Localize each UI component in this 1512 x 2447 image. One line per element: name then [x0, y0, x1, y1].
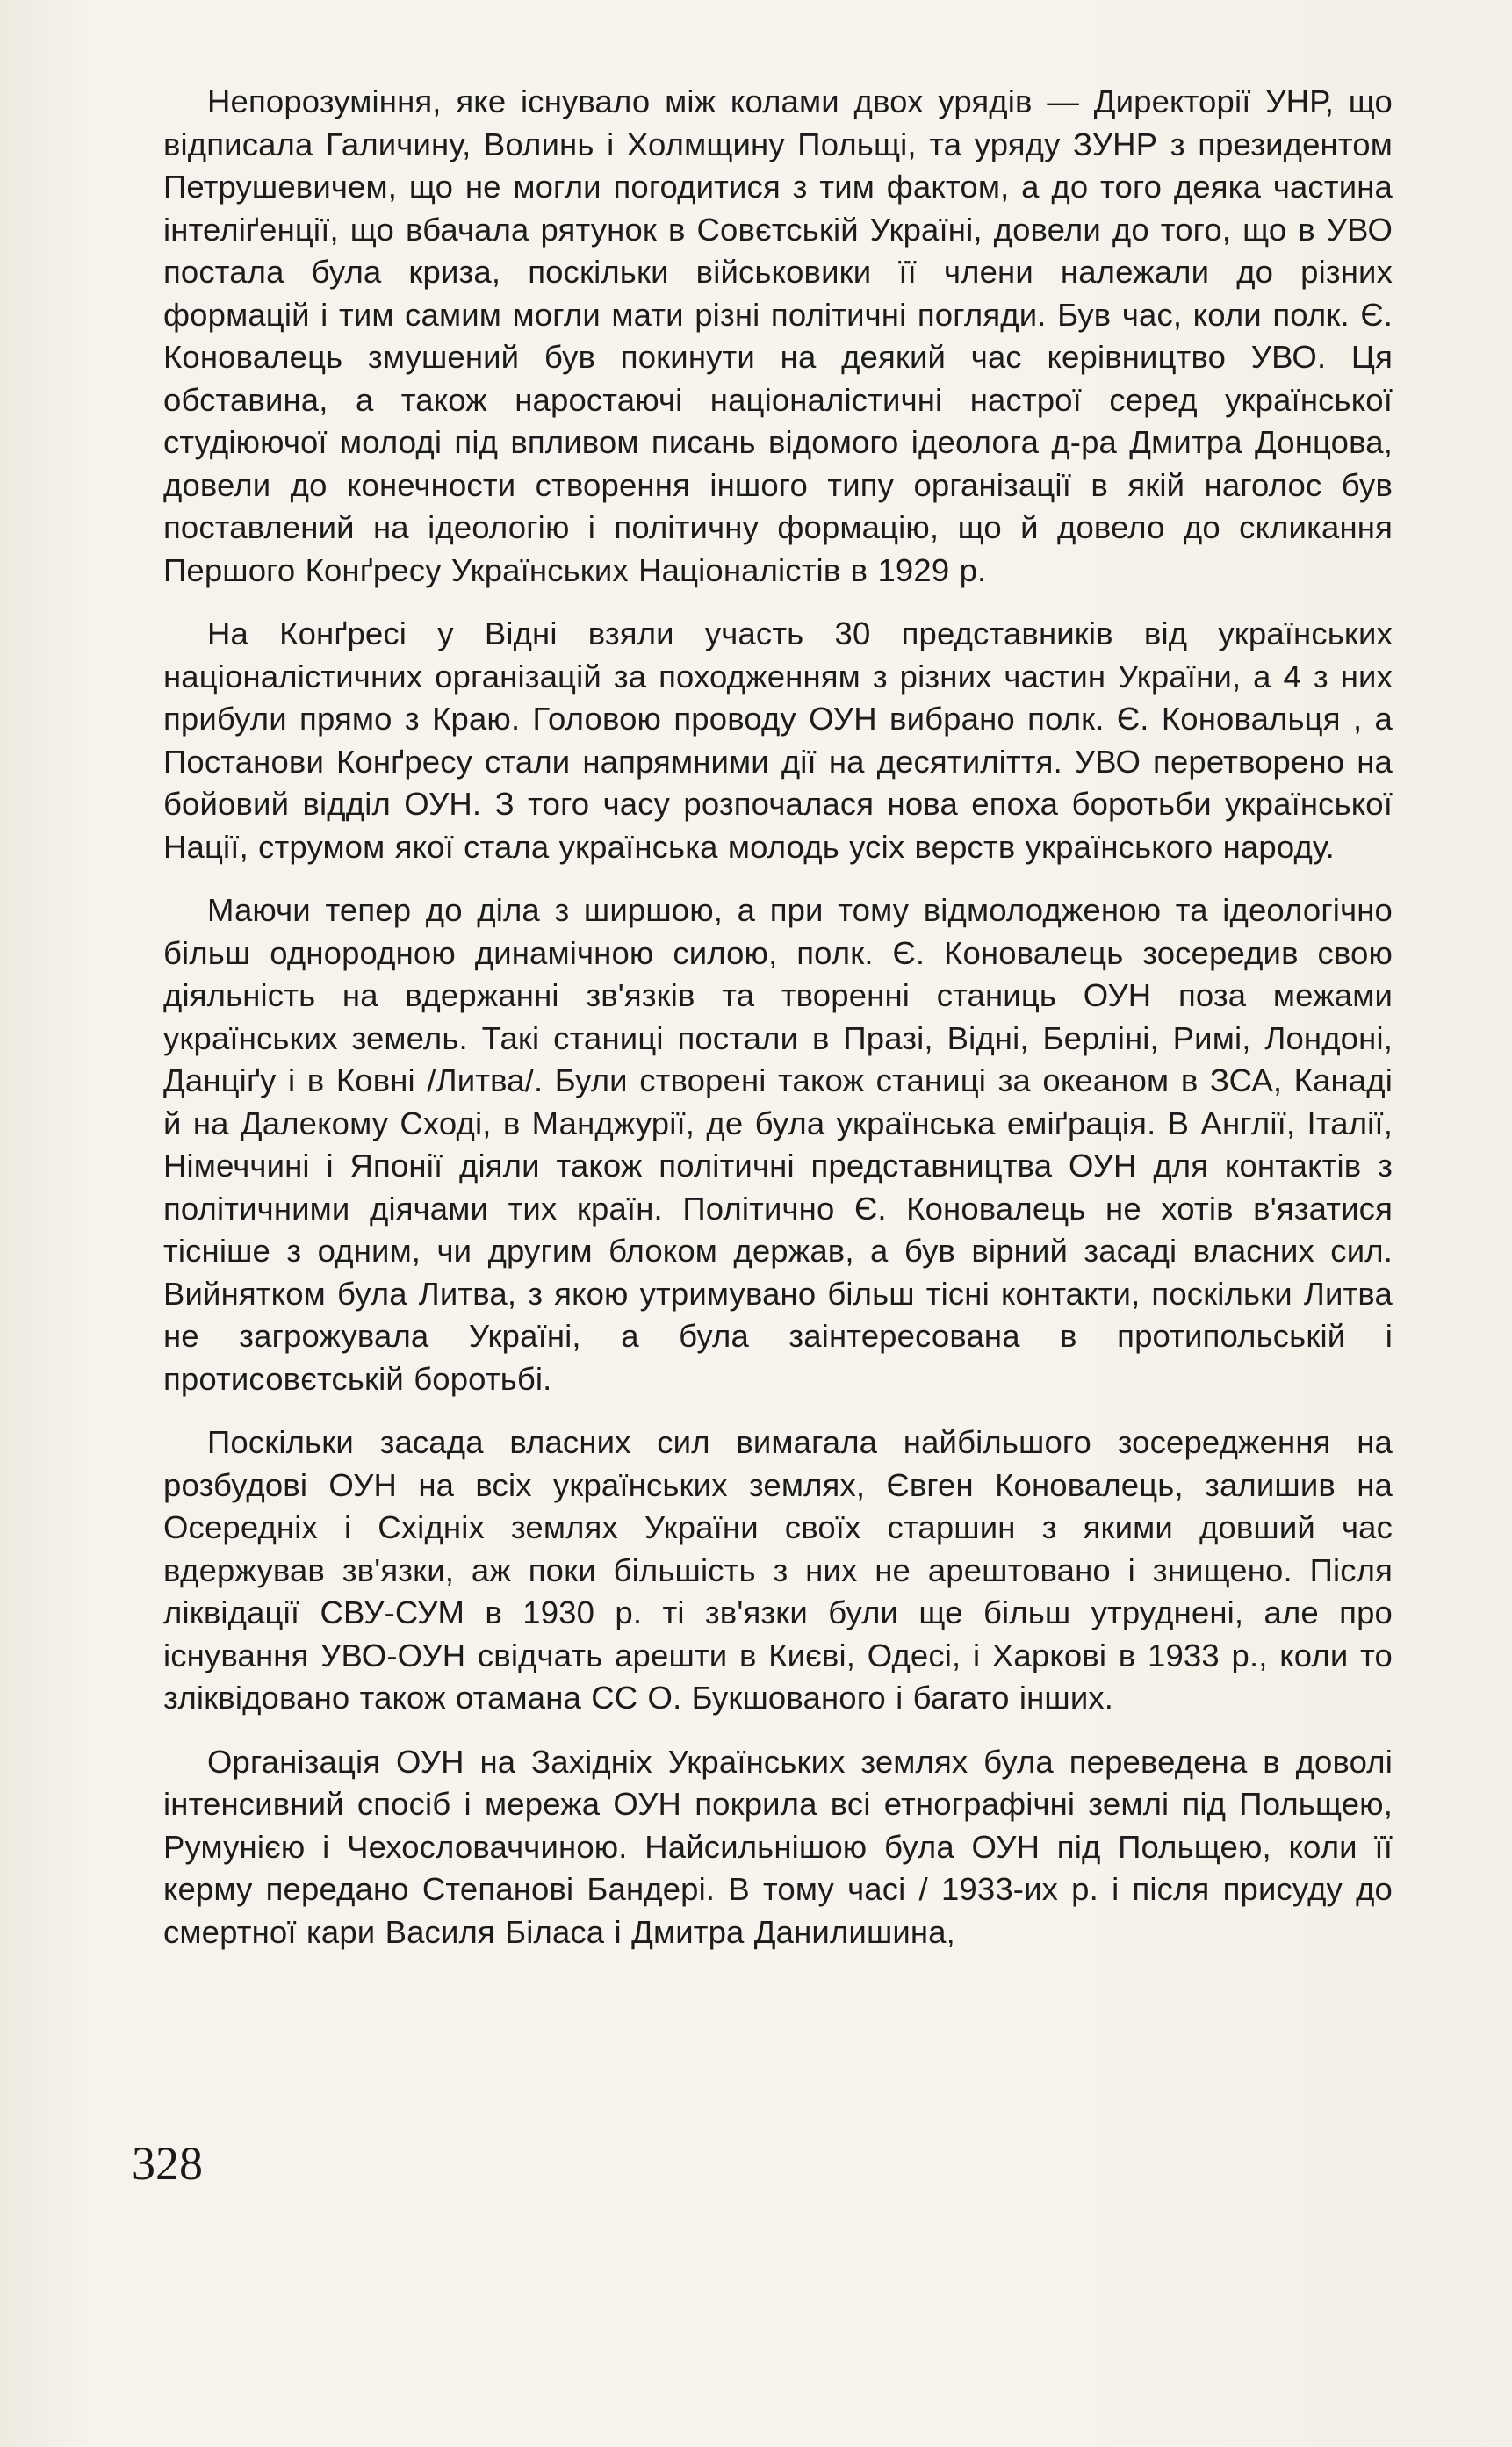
page-number: 328	[132, 2137, 203, 2190]
paragraph-2: На Конґресі у Відні взяли участь 30 представників від українських націоналістичних організацій за походженням з різних частин України, а 4 з них прибули прямо з Краю. Головою проводу ОУН вибрано полк. Є. Коновальця , а Постанови Конґресу стали напрямними дії на десятиліття. УВО перетворено на бойовий відділ ОУН. З того часу розпочалася нова епоха боротьби української Нації, струмом якої стала українська молодь усіх верств українського народу.	[163, 615, 1393, 865]
body-text	[163, 81, 1393, 1975]
paragraph-5: Організація ОУН на Західніх Українських землях була переведена в доволі інтенсивний спосіб і мережа ОУН покрила всі етнографічні землі під Польщею, Румунією і Чехословаччиною. Найсильнішою була ОУН під Польщею, коли її керму передано Степанові Бандері. В тому часі / 1933-их р. і після присуду до смертної кари Василя Біласа і Дмитра Данилишина,	[163, 1743, 1393, 1950]
paragraph-1: Непорозуміння, яке існувало між колами двох урядів — Директорії УНР, що відписала Галичину, Волинь і Холмщину Польщі, та уряду ЗУНР з президентом Петрушевичем, що не могли погодитися з тим фактом, а до того деяка частина інтеліґенції, що вбачала рятунок в Совєтській Україні, довели до того, що в УВО постала була криза, поскільки військовики її члени належали до різних формацій і тим самим могли мати різні політичні погляди. Був час, коли полк. Є. Коновалець змушений був покинути на деякий час керівництво УВО. Ця обставина, а також наростаючі націоналістичні настрої серед української студіюючої молоді під впливом писань відомого ідеолога д-ра Дмитра Донцова, довели до конечности створення іншого типу організації в якій наголос був поставлений на ідеологію і політичну формацію, що й довело до скликання Першого Конґресу Українських Націоналістів в 1929 р.	[163, 83, 1393, 588]
paragraph-3: Маючи тепер до діла з ширшою, а при тому відмолодженою та ідеологічно більш однородною динамічною силою, полк. Є. Коновалець зосередив свою діяльність на вдержанні зв'язків та творенні станиць ОУН поза межами українських земель. Такі станиці постали в Празі, Відні, Берліні, Римі, Лондоні, Данціґу і в Ковні /Литва/. Були створені також станиці за океаном в ЗСА, Канаді й на Далекому Сході, в Манджурії, де була українська еміґрація. В Англії, Італії, Німеччині і Японії діяли також політичні представництва ОУН для контактів з політичними діячами тих країн. Політично Є. Коновалець не хотів в'язатися тісніше з одним, чи другим блоком держав, а був вірний засаді власних сил. Вийнятком була Литва, з якою утримувано більш тісні контакти, поскільки Литва не загрожувала Україні, а була заінтересована в протипольській і протисовєтській боротьбі.	[163, 892, 1393, 1397]
paragraph-4: Поскільки засада власних сил вимагала найбільшого зосередження на розбудові ОУН на всіх українських землях, Євген Коновалець, залишив на Осередніх і Східніх землях України своїх старшин з якими довший час вдержував зв'язки, аж поки більшість з них не арештовано і знищено. Після ліквідації СВУ-СУМ в 1930 р. ті зв'язки були ще більш утруднені, але про існування УВО-ОУН свідчать арешти в Києві, Одесі, і Харкові в 1933 р., коли то зліквідовано також отамана СС О. Букшованого і багато інших.	[163, 1424, 1393, 1716]
